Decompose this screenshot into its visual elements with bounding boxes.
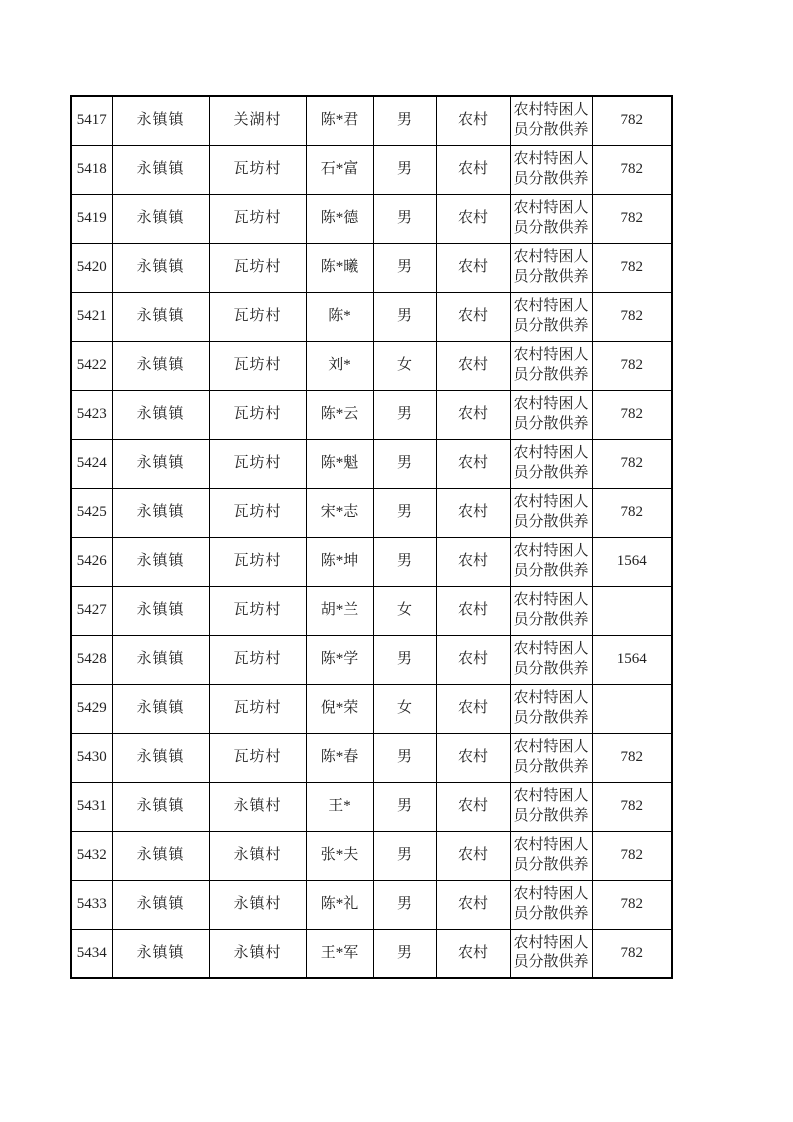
cell-gender: 男 xyxy=(373,488,436,537)
table-row xyxy=(71,96,672,145)
cell-category: 农村特困人员分散供养 xyxy=(510,145,592,194)
table-row xyxy=(71,537,672,586)
cell-amount: 1564 xyxy=(592,537,672,586)
cell-area: 农村 xyxy=(436,243,510,292)
cell-name: 陈*曦 xyxy=(306,243,373,292)
table-row xyxy=(71,194,672,243)
cell-category: 农村特困人员分散供养 xyxy=(510,341,592,390)
cell-town: 永镇镇 xyxy=(112,537,209,586)
cell-amount: 782 xyxy=(592,929,672,978)
cell-id: 5420 xyxy=(71,243,112,292)
cell-area: 农村 xyxy=(436,488,510,537)
cell-area: 农村 xyxy=(436,96,510,145)
cell-amount xyxy=(592,586,672,635)
cell-name: 陈*春 xyxy=(306,733,373,782)
cell-id: 5430 xyxy=(71,733,112,782)
cell-gender: 男 xyxy=(373,880,436,929)
table-row xyxy=(71,341,672,390)
table-row xyxy=(71,782,672,831)
cell-town: 永镇镇 xyxy=(112,390,209,439)
cell-town: 永镇镇 xyxy=(112,684,209,733)
cell-amount: 782 xyxy=(592,341,672,390)
cell-category: 农村特困人员分散供养 xyxy=(510,733,592,782)
cell-area: 农村 xyxy=(436,439,510,488)
cell-gender: 男 xyxy=(373,145,436,194)
cell-town: 永镇镇 xyxy=(112,243,209,292)
cell-amount: 782 xyxy=(592,96,672,145)
cell-area: 农村 xyxy=(436,145,510,194)
cell-name: 陈*礼 xyxy=(306,880,373,929)
cell-name: 陈*君 xyxy=(306,96,373,145)
cell-id: 5419 xyxy=(71,194,112,243)
cell-village: 瓦坊村 xyxy=(209,145,306,194)
cell-town: 永镇镇 xyxy=(112,96,209,145)
cell-gender: 男 xyxy=(373,390,436,439)
table-row xyxy=(71,831,672,880)
cell-amount: 782 xyxy=(592,831,672,880)
table-row xyxy=(71,586,672,635)
cell-name: 宋*志 xyxy=(306,488,373,537)
table-row xyxy=(71,880,672,929)
cell-category: 农村特困人员分散供养 xyxy=(510,243,592,292)
cell-id: 5432 xyxy=(71,831,112,880)
cell-id: 5426 xyxy=(71,537,112,586)
table-body xyxy=(71,96,672,978)
cell-amount: 782 xyxy=(592,488,672,537)
cell-id: 5423 xyxy=(71,390,112,439)
table-row xyxy=(71,243,672,292)
cell-category: 农村特困人员分散供养 xyxy=(510,194,592,243)
cell-gender: 男 xyxy=(373,733,436,782)
cell-area: 农村 xyxy=(436,684,510,733)
cell-category: 农村特困人员分散供养 xyxy=(510,831,592,880)
cell-area: 农村 xyxy=(436,537,510,586)
cell-id: 5427 xyxy=(71,586,112,635)
cell-id: 5434 xyxy=(71,929,112,978)
cell-gender: 男 xyxy=(373,635,436,684)
cell-category: 农村特困人员分散供养 xyxy=(510,537,592,586)
table-row xyxy=(71,733,672,782)
cell-town: 永镇镇 xyxy=(112,145,209,194)
cell-gender: 女 xyxy=(373,341,436,390)
cell-village: 瓦坊村 xyxy=(209,733,306,782)
cell-id: 5425 xyxy=(71,488,112,537)
cell-category: 农村特困人员分散供养 xyxy=(510,439,592,488)
cell-name: 陈*学 xyxy=(306,635,373,684)
cell-name: 刘* xyxy=(306,341,373,390)
cell-gender: 男 xyxy=(373,439,436,488)
cell-amount: 782 xyxy=(592,194,672,243)
cell-area: 农村 xyxy=(436,292,510,341)
cell-town: 永镇镇 xyxy=(112,488,209,537)
cell-category: 农村特困人员分散供养 xyxy=(510,782,592,831)
cell-name: 陈*坤 xyxy=(306,537,373,586)
cell-id: 5433 xyxy=(71,880,112,929)
cell-village: 瓦坊村 xyxy=(209,341,306,390)
cell-gender: 男 xyxy=(373,537,436,586)
cell-id: 5422 xyxy=(71,341,112,390)
cell-category: 农村特困人员分散供养 xyxy=(510,586,592,635)
cell-category: 农村特困人员分散供养 xyxy=(510,880,592,929)
cell-village: 瓦坊村 xyxy=(209,635,306,684)
cell-name: 陈*云 xyxy=(306,390,373,439)
cell-area: 农村 xyxy=(436,880,510,929)
cell-village: 关湖村 xyxy=(209,96,306,145)
cell-town: 永镇镇 xyxy=(112,341,209,390)
cell-village: 瓦坊村 xyxy=(209,537,306,586)
cell-town: 永镇镇 xyxy=(112,635,209,684)
cell-town: 永镇镇 xyxy=(112,831,209,880)
cell-area: 农村 xyxy=(436,586,510,635)
table-row xyxy=(71,390,672,439)
cell-gender: 女 xyxy=(373,586,436,635)
cell-category: 农村特困人员分散供养 xyxy=(510,635,592,684)
table-row xyxy=(71,488,672,537)
cell-amount: 782 xyxy=(592,733,672,782)
cell-category: 农村特困人员分散供养 xyxy=(510,292,592,341)
cell-amount: 782 xyxy=(592,292,672,341)
cell-category: 农村特困人员分散供养 xyxy=(510,390,592,439)
cell-id: 5417 xyxy=(71,96,112,145)
cell-amount: 782 xyxy=(592,390,672,439)
cell-amount: 782 xyxy=(592,243,672,292)
cell-gender: 男 xyxy=(373,929,436,978)
cell-area: 农村 xyxy=(436,733,510,782)
cell-village: 瓦坊村 xyxy=(209,684,306,733)
cell-gender: 男 xyxy=(373,243,436,292)
cell-id: 5424 xyxy=(71,439,112,488)
cell-area: 农村 xyxy=(436,782,510,831)
cell-id: 5428 xyxy=(71,635,112,684)
cell-village: 瓦坊村 xyxy=(209,243,306,292)
table-row xyxy=(71,292,672,341)
table-row xyxy=(71,145,672,194)
cell-name: 石*富 xyxy=(306,145,373,194)
cell-name: 王* xyxy=(306,782,373,831)
cell-village: 瓦坊村 xyxy=(209,439,306,488)
cell-village: 瓦坊村 xyxy=(209,488,306,537)
cell-gender: 男 xyxy=(373,782,436,831)
cell-id: 5429 xyxy=(71,684,112,733)
cell-area: 农村 xyxy=(436,831,510,880)
cell-id: 5431 xyxy=(71,782,112,831)
cell-amount: 782 xyxy=(592,145,672,194)
table-row xyxy=(71,439,672,488)
cell-name: 胡*兰 xyxy=(306,586,373,635)
cell-area: 农村 xyxy=(436,194,510,243)
cell-category: 农村特困人员分散供养 xyxy=(510,684,592,733)
cell-name: 陈*德 xyxy=(306,194,373,243)
cell-town: 永镇镇 xyxy=(112,782,209,831)
cell-name: 王*军 xyxy=(306,929,373,978)
cell-amount: 1564 xyxy=(592,635,672,684)
cell-village: 永镇村 xyxy=(209,880,306,929)
cell-name: 倪*荣 xyxy=(306,684,373,733)
cell-village: 瓦坊村 xyxy=(209,586,306,635)
cell-village: 瓦坊村 xyxy=(209,194,306,243)
cell-village: 瓦坊村 xyxy=(209,390,306,439)
records-table xyxy=(70,95,673,979)
cell-town: 永镇镇 xyxy=(112,194,209,243)
cell-town: 永镇镇 xyxy=(112,733,209,782)
cell-area: 农村 xyxy=(436,929,510,978)
table-row xyxy=(71,929,672,978)
cell-gender: 女 xyxy=(373,684,436,733)
table-row xyxy=(71,684,672,733)
cell-town: 永镇镇 xyxy=(112,929,209,978)
table-row xyxy=(71,635,672,684)
cell-category: 农村特困人员分散供养 xyxy=(510,96,592,145)
cell-area: 农村 xyxy=(436,635,510,684)
cell-village: 永镇村 xyxy=(209,782,306,831)
cell-id: 5418 xyxy=(71,145,112,194)
cell-gender: 男 xyxy=(373,292,436,341)
cell-gender: 男 xyxy=(373,194,436,243)
cell-name: 陈*魁 xyxy=(306,439,373,488)
cell-village: 永镇村 xyxy=(209,831,306,880)
cell-gender: 男 xyxy=(373,96,436,145)
cell-amount: 782 xyxy=(592,782,672,831)
cell-name: 张*夫 xyxy=(306,831,373,880)
cell-amount xyxy=(592,684,672,733)
cell-village: 永镇村 xyxy=(209,929,306,978)
cell-village: 瓦坊村 xyxy=(209,292,306,341)
cell-amount: 782 xyxy=(592,880,672,929)
cell-gender: 男 xyxy=(373,831,436,880)
cell-town: 永镇镇 xyxy=(112,439,209,488)
cell-amount: 782 xyxy=(592,439,672,488)
cell-town: 永镇镇 xyxy=(112,292,209,341)
cell-town: 永镇镇 xyxy=(112,880,209,929)
cell-name: 陈* xyxy=(306,292,373,341)
cell-area: 农村 xyxy=(436,341,510,390)
cell-category: 农村特困人员分散供养 xyxy=(510,929,592,978)
cell-category: 农村特困人员分散供养 xyxy=(510,488,592,537)
cell-area: 农村 xyxy=(436,390,510,439)
cell-id: 5421 xyxy=(71,292,112,341)
cell-town: 永镇镇 xyxy=(112,586,209,635)
